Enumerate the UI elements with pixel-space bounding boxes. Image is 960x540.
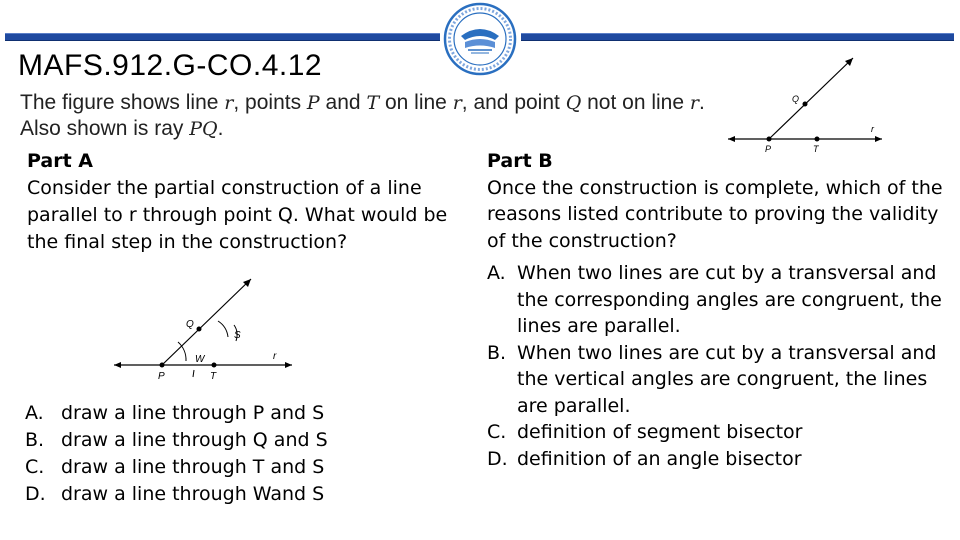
label-p: P bbox=[158, 371, 165, 382]
arrowhead-left bbox=[114, 362, 121, 368]
problem-prompt bbox=[20, 90, 710, 142]
option-letter: C. bbox=[25, 456, 45, 478]
page-title: MAFS.912.G-CO.4.12 bbox=[18, 49, 323, 82]
answer-option-b[interactable] bbox=[487, 340, 957, 420]
answer-option-c[interactable] bbox=[487, 419, 957, 446]
prompt-variable: Q bbox=[565, 92, 582, 114]
part-b-options bbox=[487, 260, 957, 472]
part-b-question: Once the construction is complete, which of the reasons listed contribute to proving the validity of the construction? bbox=[487, 176, 943, 252]
answer-option-d[interactable] bbox=[487, 446, 957, 473]
option-letter: D. bbox=[487, 447, 508, 470]
part-b-heading: Part B bbox=[487, 150, 553, 172]
point-t bbox=[212, 363, 217, 368]
header-bar-right bbox=[521, 33, 954, 41]
answer-option-d[interactable] bbox=[25, 481, 328, 508]
label-q: Q bbox=[186, 319, 194, 330]
point-t bbox=[815, 137, 820, 142]
option-text: draw a line through Q and S bbox=[61, 429, 328, 451]
prompt-variable: T bbox=[366, 92, 380, 114]
option-text: definition of an angle bisector bbox=[517, 447, 802, 470]
part-a-heading: Part A bbox=[27, 150, 94, 172]
label-q: Q bbox=[792, 94, 800, 104]
arrowhead-right bbox=[285, 362, 292, 368]
construction-arc-q bbox=[218, 321, 228, 337]
point-q bbox=[803, 102, 808, 107]
option-text: When two lines are cut by a transversal and the corresponding angles are congruent, the lines are parallel. bbox=[517, 262, 942, 337]
ray-pq bbox=[162, 279, 251, 365]
label-p: P bbox=[765, 144, 772, 154]
part-a-question: Consider the partial construction of a line parallel to r through point Q. What would be the final step in the construction? bbox=[27, 177, 448, 253]
point-q bbox=[197, 327, 202, 332]
prompt-variable: PQ bbox=[189, 118, 218, 140]
part-b-section bbox=[487, 148, 957, 472]
label-t: T bbox=[813, 144, 819, 154]
prompt-variable: r bbox=[689, 92, 699, 114]
answer-option-c[interactable] bbox=[25, 454, 328, 481]
ray-pq bbox=[769, 58, 853, 139]
option-letter: C. bbox=[487, 421, 507, 443]
construction-tick bbox=[193, 370, 194, 377]
prompt-text: not on line bbox=[581, 91, 690, 114]
label-t: T bbox=[210, 371, 217, 382]
prompt-text: . Also shown is ray bbox=[20, 91, 705, 140]
school-district-seal-icon bbox=[443, 2, 517, 76]
prompt-text: on line bbox=[379, 91, 453, 114]
option-letter: D. bbox=[25, 483, 46, 505]
prompt-text: , and point bbox=[461, 91, 566, 114]
answer-option-a[interactable] bbox=[25, 400, 328, 427]
arrowhead-left bbox=[728, 136, 735, 142]
point-p bbox=[767, 137, 772, 142]
prompt-text: and bbox=[319, 91, 367, 114]
part-a-section bbox=[27, 148, 462, 256]
point-p bbox=[160, 363, 165, 368]
option-letter: B. bbox=[25, 429, 45, 451]
label-w: W bbox=[195, 354, 205, 365]
figure-line-r-ray-pq bbox=[722, 50, 892, 160]
option-text: draw a line through P and S bbox=[61, 402, 325, 424]
header-bar-left bbox=[5, 33, 440, 41]
option-text: definition of segment bisector bbox=[517, 421, 803, 443]
answer-option-a[interactable] bbox=[487, 260, 957, 340]
option-letter: A. bbox=[25, 402, 44, 424]
prompt-text: The figure shows line bbox=[20, 91, 225, 114]
prompt-text: . bbox=[217, 117, 224, 140]
arrowhead-right bbox=[875, 136, 882, 142]
option-text: draw a line through Wand S bbox=[61, 483, 325, 505]
part-a-options bbox=[25, 400, 328, 508]
option-text: draw a line through T and S bbox=[61, 456, 325, 478]
option-letter: A. bbox=[487, 262, 506, 284]
answer-option-b[interactable] bbox=[25, 427, 328, 454]
prompt-variable: r bbox=[452, 92, 462, 114]
prompt-text: , points bbox=[233, 91, 307, 114]
option-letter: B. bbox=[487, 341, 507, 364]
prompt-variable: P bbox=[306, 92, 320, 114]
prompt-variable: r bbox=[224, 92, 234, 114]
label-r: r bbox=[871, 124, 874, 134]
option-text: When two lines are cut by a transversal and the vertical angles are congruent, the lines are parallel. bbox=[517, 341, 937, 417]
figure-partial-construction bbox=[110, 275, 300, 387]
label-r: r bbox=[273, 351, 277, 362]
label-s: S bbox=[234, 330, 241, 341]
